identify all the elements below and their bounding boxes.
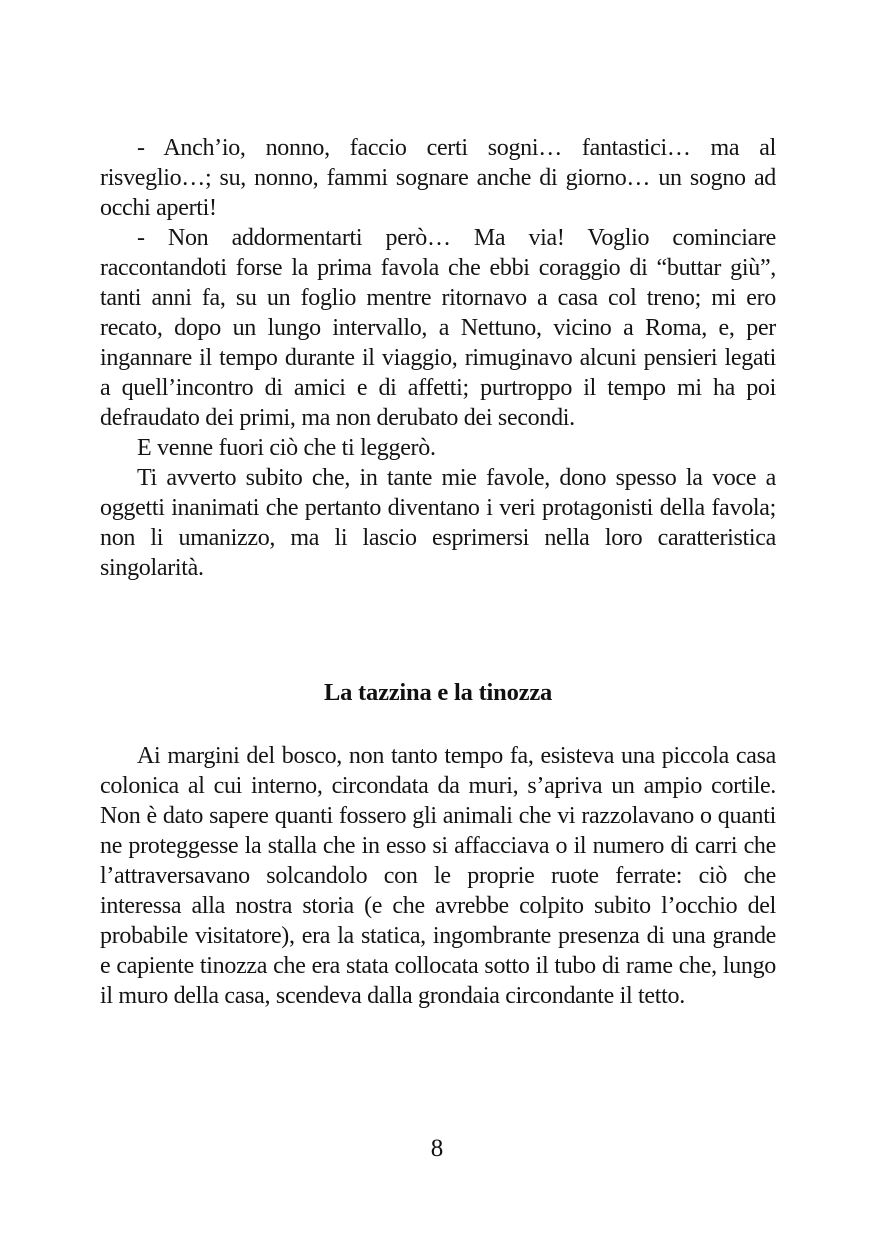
- story-title: La tazzina e la tinozza: [323, 679, 553, 706]
- story-paragraph: Ai margini del bosco, non tanto tempo fa, esisteva una piccola casa colonica al cui interno, circondata da muri, s’apriva un ampio cortile. Non è dato sapere quanti fossero gli animali che vi razzolavano o quanti ne proteggesse la stalla che in esso si affacciava o il numero di carri che l’attraversavano solcandolo con le proprie ruote ferrate: ciò che interessa alla nostra storia (e che avrebbe colpito subito l’occhio del probabile visitatore), era la statica, ingombrante presenza di una grande e capiente tinozza che era stata collocata sotto il tubo di rame che, lungo il muro della casa, scendeva dalla grondaia circondante il tetto.: [100, 743, 776, 1009]
- intro-paragraph: - Non addormentarti però… Ma via! Voglio cominciare raccontandoti forse la prima favola che ebbi coraggio di “buttar giù”, tanti anni fa, su un foglio mentre ritornavo a casa col treno; mi ero recato, dopo un lungo intervallo, a Nettuno, vicino a Roma, e, per ingannare il tempo durante il viaggio, rimuginavo alcuni pensieri legati a quell’incontro di amici e di affetti; purtroppo il tempo mi ha poi defraudato dei primi, ma non derubato dei secondi.: [100, 225, 776, 431]
- intro-text-block: [100, 133, 776, 583]
- intro-paragraph: - Anch’io, nonno, faccio certi sogni… fantastici… ma al risveglio…; su, nonno, fammi sognare anche di giorno… un sogno ad occhi aperti!: [100, 135, 776, 221]
- intro-paragraph: Ti avverto subito che, in tante mie favole, dono spesso la voce a oggetti inanimati che pertanto diventano i veri protagonisti della favola; non li umanizzo, ma li lascio esprimersi nella loro caratteristica singolarità.: [100, 465, 776, 581]
- story-text-block: [100, 741, 776, 1011]
- intro-paragraph: E venne fuori ciò che ti leggerò.: [137, 435, 436, 461]
- page-number: 8: [430, 1135, 444, 1162]
